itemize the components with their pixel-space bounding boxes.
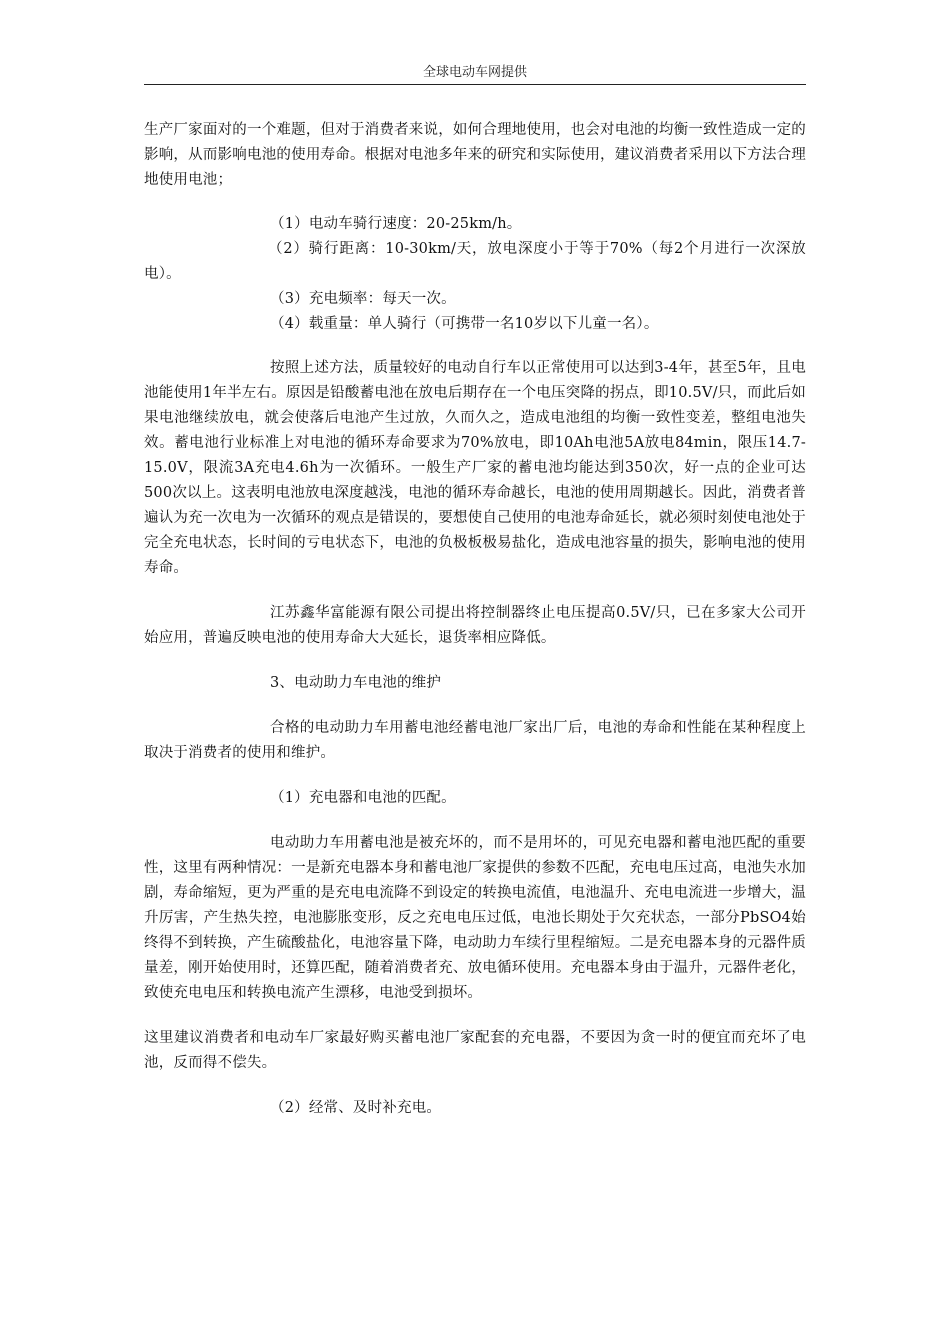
- page-header: [144, 64, 806, 85]
- paragraph-method-result: 按照上述方法，质量较好的电动自行车以正常使用可以达到3-4年，甚至5年，且电池能使用1年半左右。原因是铅酸蓄电池在放电后期存在一个电压突降的拐点，即10.5V/只，而此后如果电池继续放电，就会使落后电池产生过放，久而久之，造成电池组的均衡一致性变差，整组电池失效。蓄电池行业标准上对电池的循环寿命要求为70%放电，即10Ah电池5A放电84min，限压14.7-15.0V，限流3A充电4.6h为一次循环。一般生产厂家的蓄电池均能达到350次，好一点的企业可达500次以上。这表明电池放电深度越浅，电池的循环寿命越长，电池的使用周期越长。因此，消费者普遍认为充一次电为一次循环的观点是错误的，要想使自己使用的电池寿命延长，就必须时刻使电池处于完全充电状态，长时间的亏电状态下，电池的负极板极易盐化，造成电池容量的损失，影响电池的使用寿命。: [144, 360, 806, 576]
- list-item-frequency: （3）充电频率：每天一次。: [270, 291, 456, 307]
- paragraph-recommendation: 这里建议消费者和电动车厂家最好购买蓄电池厂家配套的充电器，不要因为贪一时的便宜而充坏了电池，反而得不偿失。: [144, 1030, 806, 1071]
- paragraph-intro: 生产厂家面对的一个难题，但对于消费者来说，如何合理地使用，也会对电池的均衡一致性造成一定的影响，从而影响电池的使用寿命。根据对电池多年来的研究和实际使用，建议消费者采用以下方法合理地使用电池；: [144, 122, 806, 188]
- paragraph-charger-match: 电动助力车用蓄电池是被充坏的，而不是用坏的，可见充电器和蓄电池匹配的重要性，这里有两种情况：一是新充电器本身和蓄电池厂家提供的参数不匹配，充电电压过高，电池失水加剧，寿命缩短，更为严重的是充电电流降不到设定的转换电流值，电池温升、充电电流进一步增大，温升厉害，产生热失控，电池膨胀变形，反之充电电压过低，电池长期处于欠充状态，一部分PbSO4始终得不到转换，产生硫酸盐化，电池容量下降，电动助力车续行里程缩短。二是充电器本身的元器件质量差，刚开始使用时，还算匹配，随着消费者充、放电循环使用。充电器本身由于温升，元器件老化，致使充电电压和转换电流产生漂移，电池受到损坏。: [144, 835, 806, 1001]
- section-heading-maintenance: 3、电动助力车电池的维护: [270, 675, 442, 691]
- paragraph-maintenance-intro: 合格的电动助力车用蓄电池经蓄电池厂家出厂后，电池的寿命和性能在某种程度上取决于消费者的使用和维护。: [144, 720, 806, 761]
- subheading-frequent-charge: （2）经常、及时补充电。: [270, 1100, 442, 1116]
- list-item-speed: （1）电动车骑行速度：20-25km/h。: [270, 216, 522, 232]
- list-item-load: （4）载重量：单人骑行（可携带一名10岁以下儿童一名）。: [270, 316, 659, 332]
- header-title: 全球电动车网提供: [422, 65, 527, 80]
- paragraph-company-note: 江苏鑫华富能源有限公司提出将控制器终止电压提高0.5V/只，已在多家大公司开始应用，普遍反映电池的使用寿命大大延长，退货率相应降低。: [144, 605, 806, 646]
- list-item-distance: （2）骑行距离：10-30km/天，放电深度小于等于70%（每2个月进行一次深放电）。: [144, 241, 806, 282]
- subheading-charger-match: （1）充电器和电池的匹配。: [270, 790, 456, 806]
- document-body: [144, 118, 806, 1121]
